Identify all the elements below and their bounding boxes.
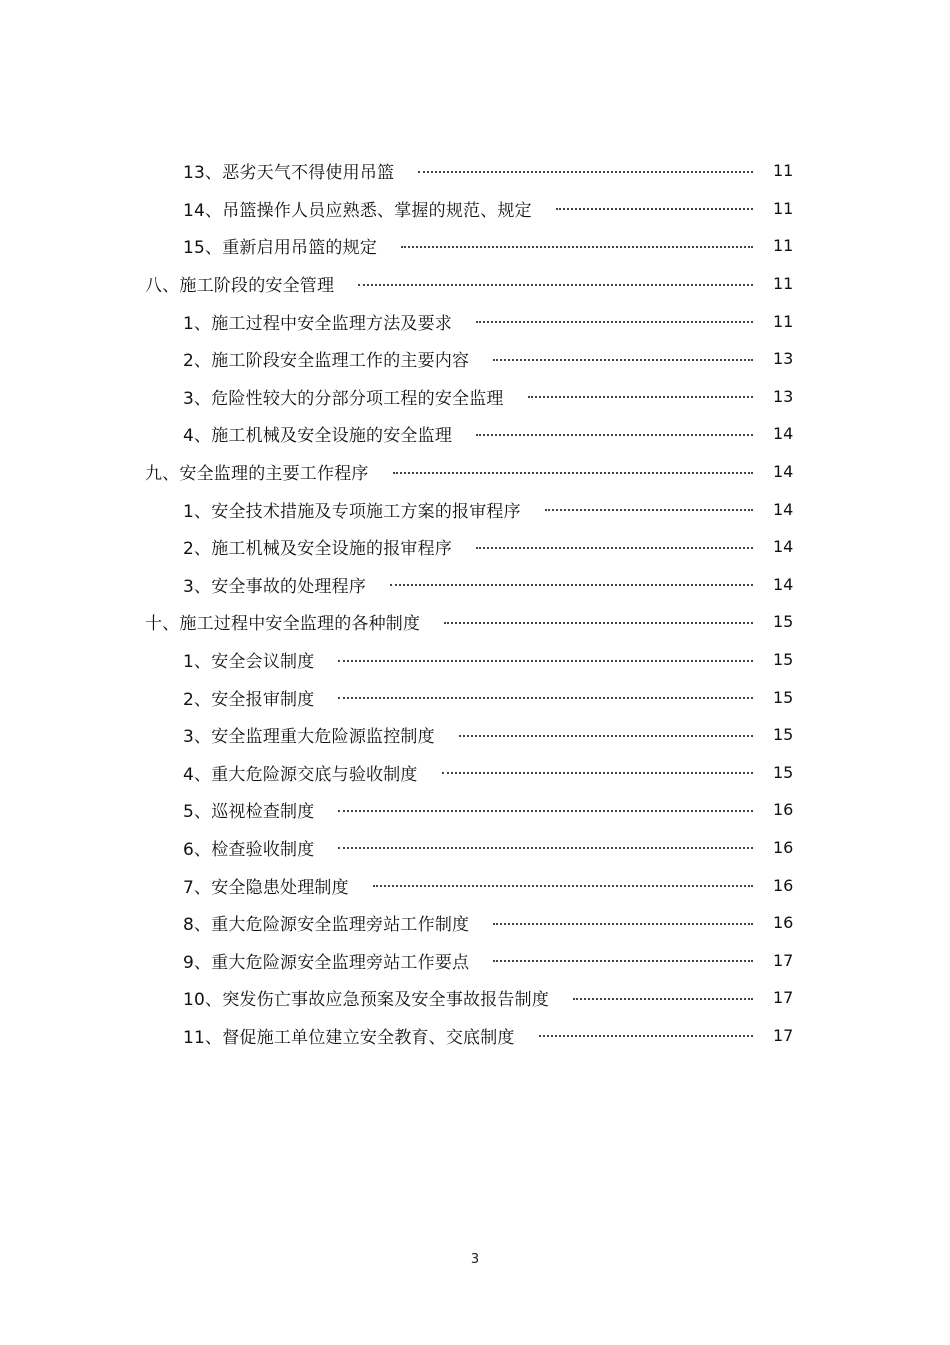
toc-entry-title: 九、安全监理的主要工作程序	[145, 464, 369, 485]
toc-subsection-entry[interactable]	[0, 227, 950, 265]
toc-entry-page: 13	[773, 349, 794, 369]
toc-entry-title: 3、安全事故的处理程序	[183, 576, 367, 597]
toc-entry-title: 1、施工过程中安全监理方法及要求	[183, 313, 453, 334]
toc-dot-leader	[545, 499, 753, 511]
toc-entry-page: 16	[773, 800, 794, 820]
toc-subsection-entry[interactable]	[0, 528, 950, 566]
toc-subsection-entry[interactable]	[0, 566, 950, 604]
toc-entry-page: 15	[773, 650, 794, 670]
toc-entry-title: 1、安全会议制度	[183, 652, 315, 673]
toc-subsection-entry[interactable]	[0, 979, 950, 1017]
toc-entry-page: 11	[773, 274, 794, 294]
toc-dot-leader	[459, 725, 753, 737]
toc-entry-title: 14、吊篮操作人员应熟悉、掌握的规范、规定	[183, 200, 532, 221]
toc-subsection-entry[interactable]	[0, 754, 950, 792]
toc-entry-page: 14	[773, 462, 794, 482]
toc-subsection-entry[interactable]	[0, 716, 950, 754]
toc-entry-title: 15、重新启用吊篮的规定	[183, 238, 378, 259]
toc-subsection-entry[interactable]	[0, 490, 950, 528]
toc-entry-title: 2、施工机械及安全设施的报审程序	[183, 539, 453, 560]
toc-dot-leader	[358, 274, 753, 286]
toc-subsection-entry[interactable]	[0, 152, 950, 190]
toc-entry-title: 13、恶劣天气不得使用吊篮	[183, 163, 395, 184]
toc-dot-leader	[539, 1025, 753, 1037]
toc-entry-page: 16	[773, 875, 794, 895]
toc-entry-page: 16	[773, 837, 794, 857]
toc-dot-leader	[476, 311, 753, 323]
toc-entry-title: 9、重大危险源安全监理旁站工作要点	[183, 952, 470, 973]
toc-subsection-entry[interactable]	[0, 791, 950, 829]
toc-entry-page: 11	[773, 311, 794, 331]
toc-entry-page: 17	[773, 1025, 794, 1045]
toc-entry-page: 11	[773, 161, 794, 181]
toc-dot-leader	[528, 386, 753, 398]
toc-entry-title: 8、重大危险源安全监理旁站工作制度	[183, 915, 470, 936]
page-number: 3	[470, 1252, 480, 1267]
toc-entry-title: 6、检查验收制度	[183, 839, 315, 860]
toc-subsection-entry[interactable]	[0, 641, 950, 679]
toc-entry-page: 14	[773, 424, 794, 444]
toc-dot-leader	[476, 537, 753, 549]
toc-entry-title: 3、危险性较大的分部分项工程的安全监理	[183, 388, 504, 409]
toc-entry-title: 2、安全报审制度	[183, 689, 315, 710]
toc-section-entry[interactable]	[0, 453, 950, 491]
toc-entry-title: 11、督促施工单位建立安全教育、交底制度	[183, 1027, 515, 1048]
toc-entry-title: 2、施工阶段安全监理工作的主要内容	[183, 351, 470, 372]
toc-dot-leader	[444, 612, 753, 624]
toc-dot-leader	[476, 424, 753, 436]
toc-entry-page: 13	[773, 386, 794, 406]
toc-entry-page: 14	[773, 574, 794, 594]
toc-subsection-entry[interactable]	[0, 941, 950, 979]
toc-dot-leader	[338, 687, 753, 699]
toc-subsection-entry[interactable]	[0, 1017, 950, 1055]
toc-entry-title: 十、施工过程中安全监理的各种制度	[145, 614, 421, 635]
table-of-contents	[0, 152, 950, 1054]
toc-entry-page: 15	[773, 612, 794, 632]
toc-subsection-entry[interactable]	[0, 340, 950, 378]
toc-dot-leader	[556, 198, 753, 210]
toc-dot-leader	[401, 236, 753, 248]
toc-dot-leader	[338, 800, 753, 812]
toc-dot-leader	[418, 161, 753, 173]
toc-entry-page: 16	[773, 913, 794, 933]
toc-entry-title: 7、安全隐患处理制度	[183, 877, 349, 898]
toc-entry-title: 八、施工阶段的安全管理	[145, 276, 335, 297]
toc-entry-page: 17	[773, 988, 794, 1008]
toc-entry-title: 1、安全技术措施及专项施工方案的报审程序	[183, 501, 521, 522]
toc-section-entry[interactable]	[0, 265, 950, 303]
toc-dot-leader	[338, 650, 753, 662]
toc-dot-leader	[390, 574, 753, 586]
toc-dot-leader	[373, 875, 753, 887]
toc-dot-leader	[393, 462, 753, 474]
toc-subsection-entry[interactable]	[0, 415, 950, 453]
toc-subsection-entry[interactable]	[0, 190, 950, 228]
toc-entry-page: 11	[773, 198, 794, 218]
toc-dot-leader	[493, 913, 753, 925]
toc-dot-leader	[493, 349, 753, 361]
toc-dot-leader	[338, 837, 753, 849]
toc-entry-page: 11	[773, 236, 794, 256]
toc-entry-title: 3、安全监理重大危险源监控制度	[183, 727, 435, 748]
toc-subsection-entry[interactable]	[0, 829, 950, 867]
toc-dot-leader	[573, 988, 753, 1000]
toc-entry-title: 4、重大危险源交底与验收制度	[183, 764, 418, 785]
toc-entry-title: 4、施工机械及安全设施的安全监理	[183, 426, 453, 447]
toc-section-entry[interactable]	[0, 603, 950, 641]
toc-subsection-entry[interactable]	[0, 378, 950, 416]
toc-entry-page: 17	[773, 950, 794, 970]
toc-dot-leader	[493, 950, 753, 962]
toc-entry-page: 14	[773, 537, 794, 557]
toc-entry-page: 15	[773, 762, 794, 782]
toc-subsection-entry[interactable]	[0, 302, 950, 340]
toc-entry-page: 15	[773, 687, 794, 707]
toc-entry-page: 14	[773, 499, 794, 519]
toc-subsection-entry[interactable]	[0, 904, 950, 942]
toc-entry-title: 10、突发伤亡事故应急预案及安全事故报告制度	[183, 990, 550, 1011]
toc-subsection-entry[interactable]	[0, 866, 950, 904]
toc-subsection-entry[interactable]	[0, 678, 950, 716]
toc-entry-page: 15	[773, 725, 794, 745]
toc-entry-title: 5、巡视检查制度	[183, 802, 315, 823]
toc-dot-leader	[442, 762, 753, 774]
